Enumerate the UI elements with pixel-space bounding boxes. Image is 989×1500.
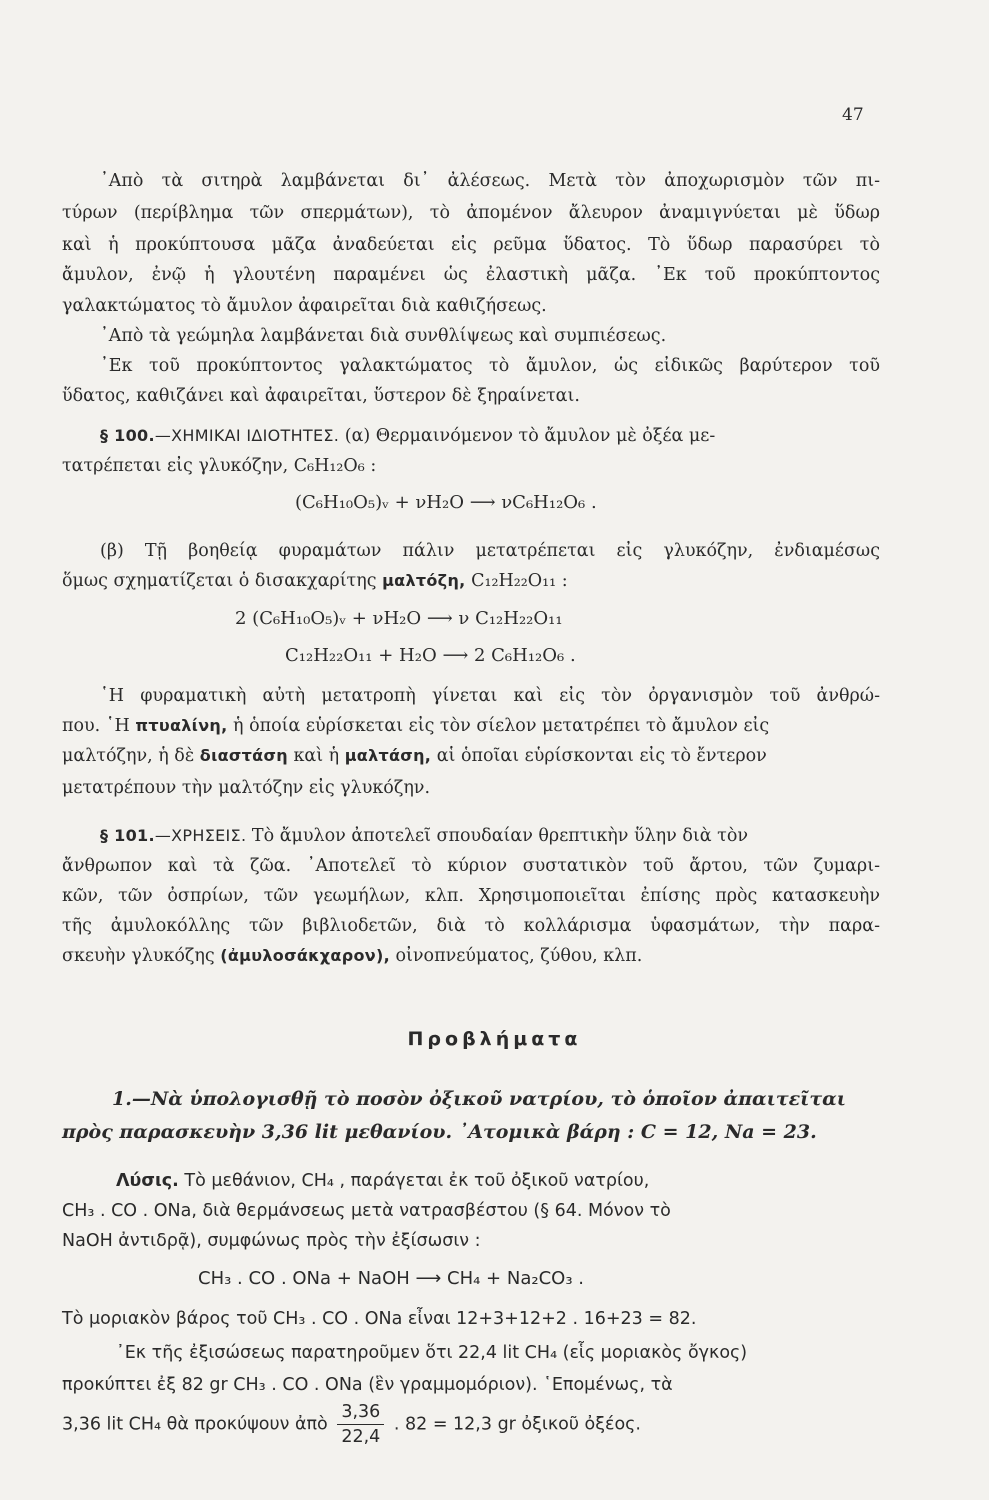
section-100-line-5: ῾Η φυραματικὴ αὐτὴ μετατροπὴ γίνεται καὶ εἰς τὸν ὀργανισμὸν τοῦ ἀνθρώ- — [100, 686, 880, 706]
section-100-line-2: τατρέπεται εἰς γλυκόζην, C₆H₁₂O₆ : — [62, 456, 377, 476]
line-5-rest: οἰνοπνεύματος, ζύθου, κλπ. — [389, 946, 643, 966]
solution-line-5: ᾿Εκ τῆς ἐξισώσεως παρατηροῦμεν ὅτι 22,4 lit CH₄ (εἷς μοριακὸς ὄγκος) — [116, 1343, 748, 1363]
line-5-text: σκευὴν γλυκόζης — [62, 946, 221, 966]
solution-line-7-text: 3,36 lit CH₄ θὰ προκύψουν ἀπὸ — [62, 1414, 328, 1435]
solution-line-7-rest: . 82 = 12,3 gr ὀξικοῦ ὀξέος. — [393, 1414, 641, 1435]
line-7-mid: καὶ ἡ — [287, 746, 345, 766]
section-101-title: —ΧΡΗΣΕΙΣ. — [154, 826, 247, 845]
term-maltose: μαλτόζη, — [382, 571, 466, 590]
equation-2: 2 (C₆H₁₀O₅)ᵥ + νH₂O ⟶ ν C₁₂H₂₂O₁₁ — [235, 608, 563, 629]
term-maltase: μαλτάση, — [344, 746, 432, 765]
term-ptyalin: πτυαλίνη, — [135, 716, 228, 735]
section-101-line-3: κῶν, τῶν ὀσπρίων, τῶν γεωμήλων, κλπ. Χρησιμοποιεῖται ἐπίσης πρὸς κατασκευὴν — [62, 886, 880, 906]
solution-line-1 — [116, 1170, 892, 1192]
line-4-text: ὅμως σχηματίζεται ὁ δισακχαρίτης — [62, 571, 383, 591]
section-101-line-4: τῆς ἀμυλοκόλλης τῶν βιβλιοδετῶν, διὰ τὸ κολλάρισμα ὑφασμάτων, τὴν παρα- — [62, 916, 880, 936]
problem-1-line-1: 1.—Νὰ ὑπολογισθῇ τὸ ποσὸν ὀξικοῦ νατρίου, τὸ ὁποῖον ἀπαιτεῖται — [112, 1088, 846, 1110]
text-line-8: ὕδατος, καθιζάνει καὶ ἀφαιρεῖται, ὕστερον δὲ ξηραίνεται. — [62, 386, 580, 406]
section-100-line-7 — [62, 745, 880, 767]
line-7-rest: αἱ ὁποῖαι εὑρίσκονται εἰς τὸ ἔντερον — [431, 746, 767, 766]
line-6-rest: ἡ ὁποία εὑρίσκεται εἰς τὸν σίελον μετατρέπει τὸ ἄμυλον εἰς — [227, 716, 770, 736]
section-100-line-3: (β) Τῇ βοηθείᾳ φυραμάτων πάλιν μετατρέπεται εἰς γλυκόζην, ἐνδιαμέσως — [100, 541, 880, 561]
term-diastase: διαστάση — [199, 746, 288, 765]
problem-1-line-2: πρὸς παρασκευὴν 3,36 lit μεθανίου. ᾿Ατομικὰ βάρη : C = 12, Na = 23. — [62, 1121, 817, 1143]
text-line-6: ᾿Απὸ τὰ γεώμηλα λαμβάνεται διὰ συνθλίψεως καὶ συμπιέσεως. — [100, 326, 667, 346]
solution-line-1-text: Τὸ μεθάνιον, CH₄ , παράγεται ἐκ τοῦ ὀξικοῦ νατρίου, — [178, 1171, 650, 1191]
section-100-title: —ΧΗΜΙΚΑΙ ΙΔΙΟΤΗΤΕΣ. — [154, 426, 340, 445]
solution-equation: CH₃ . CO . ONa + NaOH ⟶ CH₄ + Na₂CO₃ . — [198, 1268, 584, 1289]
page-number: 47 — [842, 105, 864, 125]
problems-heading: Προβλήματα — [407, 1028, 582, 1050]
term-amylosaccharon: (ἀμυλοσάκχαρον), — [220, 946, 390, 965]
section-100-number: § 100. — [100, 426, 155, 445]
section-101-number: § 101. — [100, 826, 155, 845]
text-line-7: ᾿Εκ τοῦ προκύπτοντος γαλακτώματος τὸ ἄμυλον, ὡς εἰδικῶς βαρύτερον τοῦ — [100, 356, 880, 376]
solution-label: Λύσις. — [116, 1171, 179, 1191]
section-100-text: (α) Θερμαινόμενον τὸ ἄμυλον μὲ ὀξέα με- — [344, 426, 716, 446]
equation-3: C₁₂H₂₂O₁₁ + H₂O ⟶ 2 C₆H₁₂O₆ . — [285, 645, 576, 666]
section-100-heading — [100, 425, 880, 447]
section-100-line-6 — [62, 715, 880, 737]
fraction-denominator: 22,4 — [341, 1427, 381, 1447]
section-101-line-5 — [62, 945, 880, 967]
fraction — [337, 1402, 384, 1447]
text-line-4: ἄμυλον, ἐνῷ ἡ γλουτένη παραμένει ὡς ἐλαστικὴ μᾶζα. ᾿Εκ τοῦ προκύπτοντος — [62, 265, 880, 285]
section-101-heading — [100, 825, 880, 847]
section-101-line-2: ἄνθρωπον καὶ τὰ ζῶα. ᾿Αποτελεῖ τὸ κύριον συστατικὸν τοῦ ἄρτου, τῶν ζυμαρι- — [62, 856, 880, 876]
solution-line-2: CH₃ . CO . ONa, διὰ θερμάνσεως μετὰ νατρασβέστου (§ 64. Μόνον τὸ — [62, 1201, 671, 1221]
equation-1: (C₆H₁₀O₅)ᵥ + νH₂O ⟶ νC₆H₁₂O₆ . — [295, 492, 597, 513]
text-line-2: τύρων (περίβλημα τῶν σπερμάτων), τὸ ἀπομένον ἄλευρον ἀναμιγνύεται μὲ ὕδωρ — [62, 203, 880, 223]
solution-line-3: NaOH ἀντιδρᾷ), συμφώνως πρὸς τὴν ἐξίσωσιν : — [62, 1231, 481, 1251]
fraction-numerator: 3,36 — [337, 1402, 384, 1425]
text-line-3: καὶ ἡ προκύπτουσα μᾶζα ἀναδεύεται εἰς ρεῦμα ὕδατος. Τὸ ὕδωρ παρασύρει τὸ — [62, 235, 880, 255]
section-100-line-4 — [62, 570, 880, 592]
section-101-text: Τὸ ἄμυλον ἀποτελεῖ σπουδαίαν θρεπτικὴν ὕλην διὰ τὸν — [251, 826, 748, 846]
solution-line-7 — [62, 1402, 892, 1447]
text-line-1: ᾿Απὸ τὰ σιτηρὰ λαμβάνεται δι᾿ ἀλέσεως. Μετὰ τὸν ἀποχωρισμὸν τῶν πι- — [100, 171, 880, 191]
section-100-line-8: μετατρέπουν τὴν μαλτόζην εἰς γλυκόζην. — [62, 778, 431, 798]
line-6-text: που. ῾Η — [62, 716, 136, 736]
text-line-5: γαλακτώματος τὸ ἄμυλον ἀφαιρεῖται διὰ καθιζήσεως. — [62, 296, 547, 316]
solution-line-4: Τὸ μοριακὸν βάρος τοῦ CH₃ . CO . ONa εἶναι 12+3+12+2 . 16+23 = 82. — [62, 1309, 697, 1329]
solution-line-6: προκύπτει ἐξ 82 gr CH₃ . CO . ONa (ἓν γραμμομόριον). ῾Επομένως, τὰ — [62, 1375, 673, 1395]
line-7-text: μαλτόζην, ἡ δὲ — [62, 746, 200, 766]
line-4-formula: C₁₂H₂₂O₁₁ : — [465, 571, 568, 591]
